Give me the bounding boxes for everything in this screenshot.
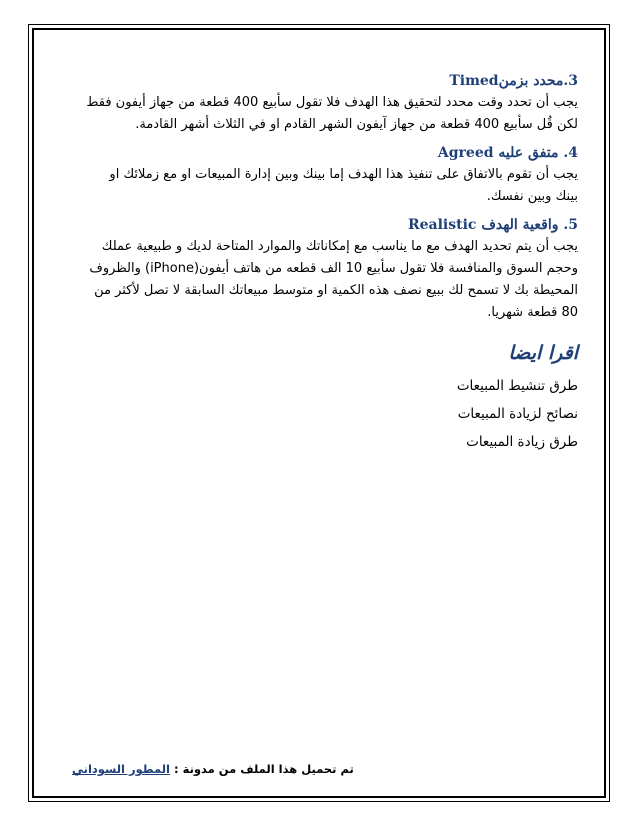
section-text: وحجم السوق والمنافسة فلا تقول سأبيع 10 الف قطعه من هاتف أيفون(iPhone) والظروف [89,261,578,276]
related-link[interactable]: طرق تنشيط المبيعات [456,378,578,394]
section-text: 80 قطعة شهريا. [487,305,578,320]
section-text: لكن قُل سأبيع 400 قطعة من جهاز آيفون الشهر القادم او في الثلاث أشهر القادمة. [135,117,578,132]
section-text: يجب أن يتم تحديد الهدف مع ما يناسب مع إمكاناتك والموارد المتاحة لديك و طبيعية عملك [101,239,578,254]
section-text: المحيطة بك لا تسمح لك ببيع نصف هذه الكمية او متوسط مبيعاتك السابقة لا تصل لأكثر من [94,283,578,298]
section-heading-agreed: 4. متفق عليه Agreed [437,145,578,161]
blog-link[interactable]: المطور السوداني [72,762,170,776]
section-text: بينك وبين نفسك. [486,189,578,204]
section-text: يجب أن تقوم بالاتفاق على تنفيذ هذا الهدف إما بينك وبين إدارة المبيعات او مع زملائك او [109,167,578,182]
footer-credit [72,762,372,776]
section-heading-realistic: 5. واقعية الهدف Realistic [408,217,578,233]
section-text: يجب أن تحدد وقت محدد لتحقيق هذا الهدف فلا تقول سأبيع 400 قطعة من جهاز أيفون فقط [86,95,578,110]
section-heading-timed: 3.محدد بزمنTimed [449,73,578,89]
read-also-heading: اقرا ايضا [508,342,578,364]
footer-prefix: تم تحميل هذا الملف من مدونة : [169,762,354,776]
related-link[interactable]: نصائح لزيادة المبيعات [457,406,578,422]
related-link[interactable]: طرق زيادة المبيعات [466,434,578,450]
document-content [70,70,578,456]
